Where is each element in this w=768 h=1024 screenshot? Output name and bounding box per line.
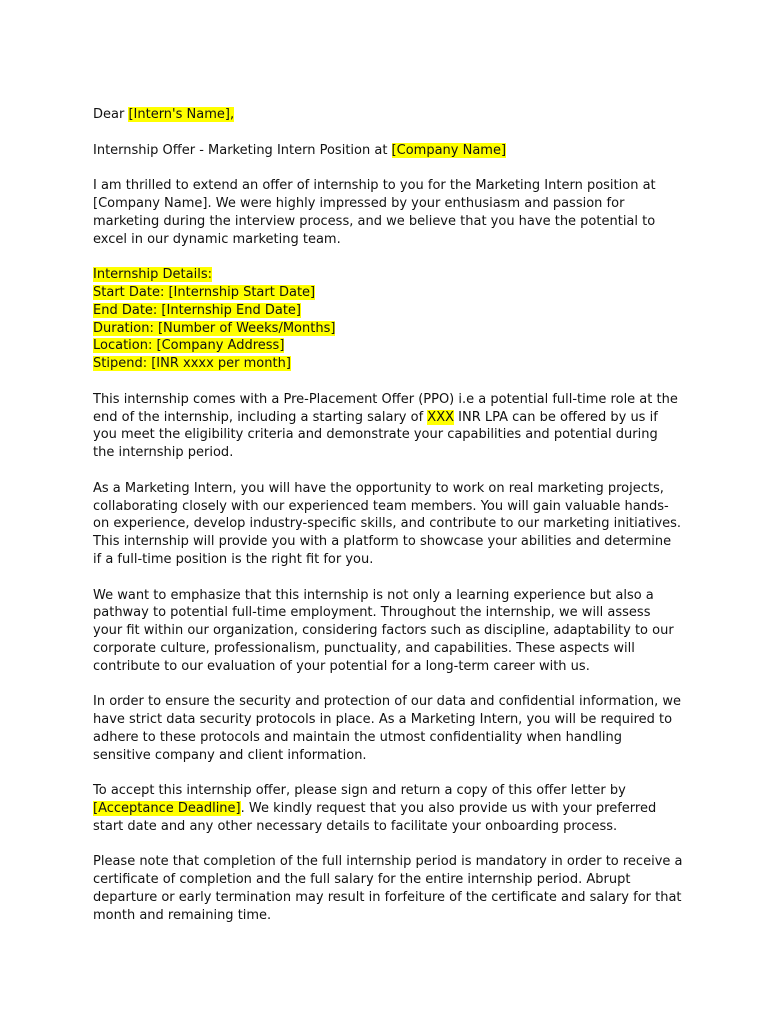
ppo-paragraph xyxy=(93,391,683,462)
salary-placeholder: XXX xyxy=(427,409,455,425)
greeting-prefix: Dear xyxy=(93,107,129,122)
letter-body xyxy=(93,106,683,925)
accept-text-after: . We kindly request that you also provide us with your preferred start date and any other necessary details to facilitate your onboarding process. xyxy=(93,801,657,834)
acceptance-paragraph xyxy=(93,782,683,835)
ppo-text-after: INR LPA can be offered by us if you meet the eligibility criteria and demonstrate your capabilities and potential during the internship period. xyxy=(93,409,658,461)
emphasis-paragraph: We want to emphasize that this internship is not only a learning experience but also a pathway to potential full-time employment. Throughout the internship, we will assess your fit within our organization, considering factors such as discipline, adaptability to our corporate culture, professionalism, punctuality, and capabilities. These aspects will contribute to our evaluation of your potential for a long-term career with us. xyxy=(93,587,674,674)
details-heading: Internship Details: xyxy=(93,267,212,283)
role-paragraph: As a Marketing Intern, you will have the opportunity to work on real marketing projects, collaborating closely with our experienced team members. You will gain valuable hands-on experience, develop industry-specific skills, and contribute to our marketing initiatives. This internship will provide you with a platform to showcase your abilities and determine if a full-time position is the right fit for you. xyxy=(93,480,682,567)
greeting xyxy=(93,106,683,124)
accept-text-before: To accept this internship offer, please sign and return a copy of this offer letter by xyxy=(93,783,626,799)
internship-details xyxy=(93,266,683,373)
subject-prefix: Internship Offer - Marketing Intern Position at xyxy=(93,142,392,158)
intern-name-placeholder: [Intern's Name], xyxy=(128,107,235,122)
company-name-placeholder: [Company Name] xyxy=(391,142,507,158)
intro-paragraph: I am thrilled to extend an offer of internship to you for the Marketing Intern position at [Company Name]. We were highly impressed by your enthusiasm and passion for marketing during the interview process, and we believe that you have the potential to excel in our dynamic marketing team. xyxy=(93,178,656,247)
deadline-placeholder: [Acceptance Deadline] xyxy=(93,801,241,817)
details-start-date: Start Date: [Internship Start Date] xyxy=(93,284,316,300)
details-location: Location: [Company Address] xyxy=(93,338,285,354)
ppo-text-before: This internship comes with a Pre-Placement Offer (PPO) i.e a potential full-time role at the end of the internship, including a starting salary of xyxy=(93,391,678,425)
subject-line xyxy=(93,142,683,160)
details-stipend: Stipend: [INR xxxx per month] xyxy=(93,356,291,372)
details-end-date: End Date: [Internship End Date] xyxy=(93,302,302,318)
security-paragraph: In order to ensure the security and protection of our data and confidential information, we have strict data security protocols in place. As a Marketing Intern, you will be required to adhere to these protocols and maintain the utmost confidentiality when handling sensitive company and client information. xyxy=(93,694,681,763)
completion-paragraph: Please note that completion of the full internship period is mandatory in order to receive a certificate of completion and the full salary for the entire internship period. Abrupt departure or early termination may result in forfeiture of the certificate and salary for that month and remaining time. xyxy=(93,854,683,923)
details-duration: Duration: [Number of Weeks/Months] xyxy=(93,320,336,336)
